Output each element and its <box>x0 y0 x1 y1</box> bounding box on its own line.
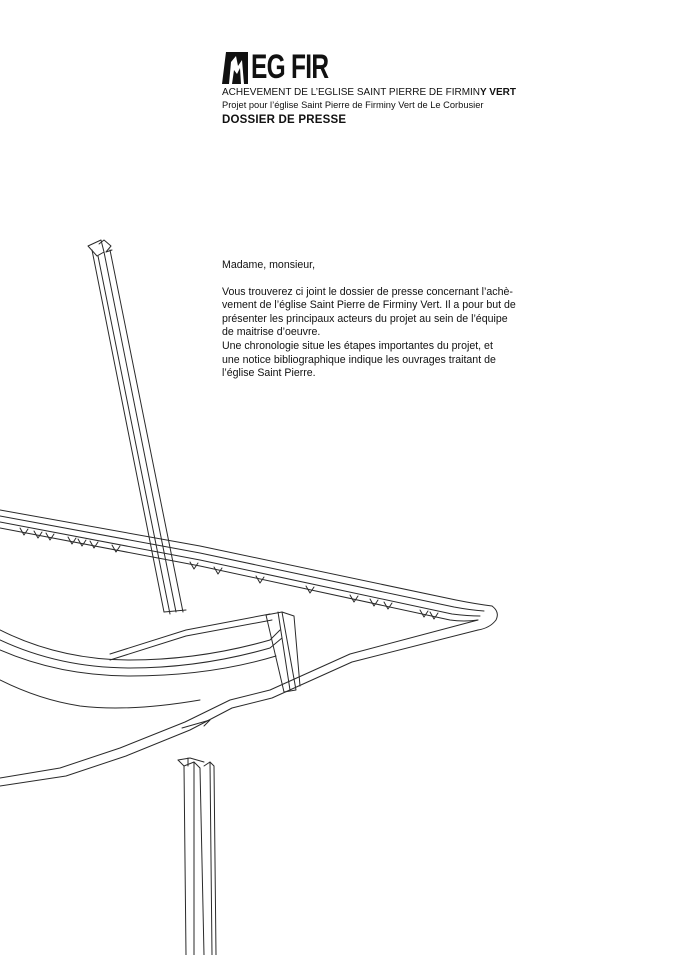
logo-text: EG FIR <box>251 48 329 86</box>
document-header <box>222 48 642 127</box>
letter-line: Une chronologie situe les étapes importantes du projet, et <box>222 339 493 352</box>
logo <box>222 48 642 86</box>
letter-line: de maitrise d’oeuvre. <box>222 326 321 339</box>
letter-line: Vous trouverez ci joint le dossier de presse concernant l’achè- <box>222 285 513 298</box>
greeting: Madame, monsieur, <box>222 259 316 271</box>
header-title-bold: Y VERT <box>480 87 516 98</box>
letter-line: présenter les principaux acteurs du projet au sein de l’équipe <box>222 312 508 325</box>
church-logo-icon <box>222 52 248 84</box>
header-title-main: ACHEVEMENT DE L’EGLISE SAINT PIERRE DE FIRMIN <box>222 87 481 98</box>
header-subtitle: Projet pour l’église Saint Pierre de Firminy Vert de Le Corbusier <box>222 100 484 110</box>
roof-brackets <box>20 528 438 619</box>
vertical-column <box>178 758 216 955</box>
letter-line: vement de l’église Saint Pierre de Firminy Vert. Il a pour but de <box>222 299 516 312</box>
inner-curve <box>0 614 282 676</box>
letter-body <box>222 259 542 381</box>
slanted-beam <box>88 240 186 614</box>
roof-edge-left <box>0 680 200 708</box>
dossier-de-presse-label: DOSSIER DE PRESSE <box>222 114 347 126</box>
letter-line: une notice bibliographique indique les ouvrages traitant de <box>222 353 496 366</box>
letter-line: l’église Saint Pierre. <box>222 367 316 380</box>
short-post <box>266 612 300 692</box>
roof-edge-lower <box>0 620 478 786</box>
roof-edge-upper <box>0 510 497 630</box>
header-title <box>222 87 642 99</box>
